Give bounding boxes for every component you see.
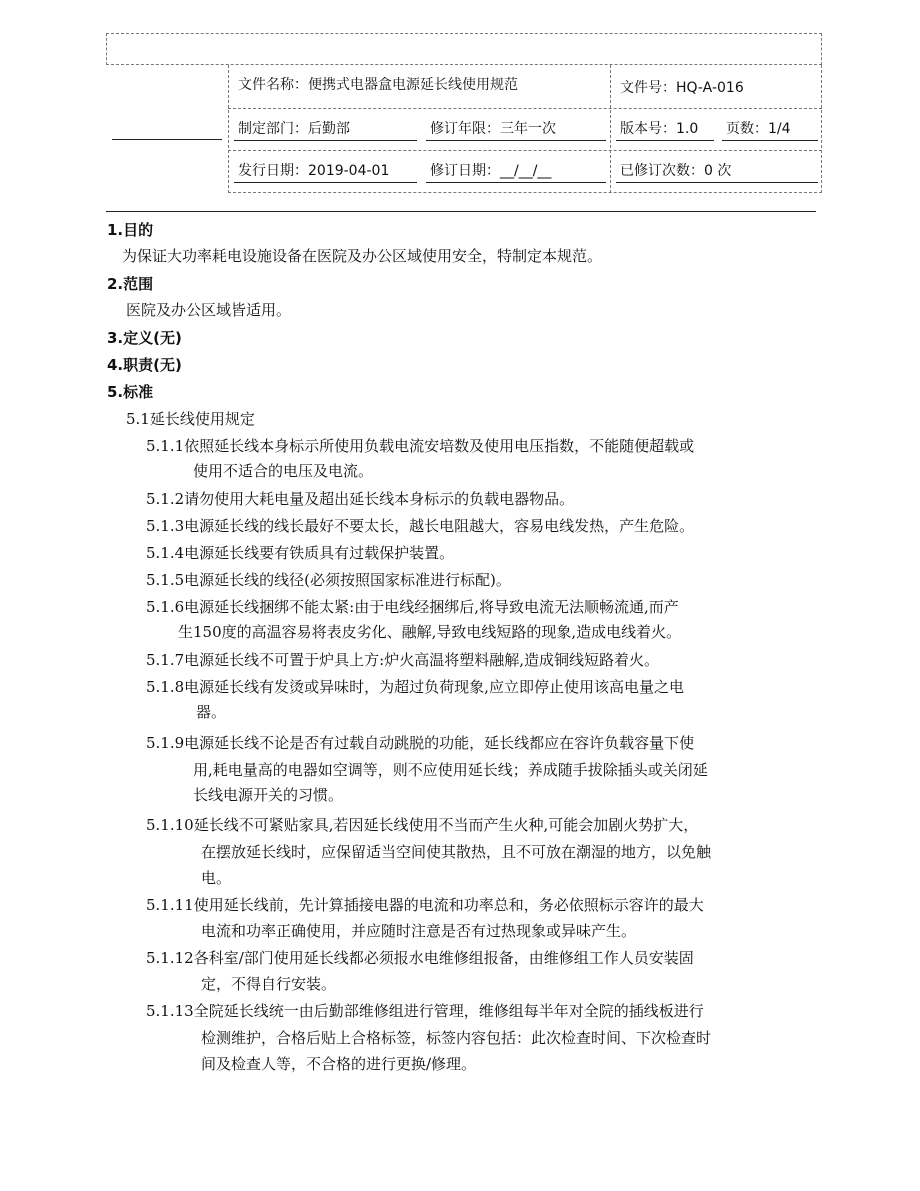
header-divider — [106, 211, 816, 212]
underline — [722, 140, 818, 141]
section-1-title: 1.目的 — [107, 221, 154, 239]
file-number: 文件号：HQ-A-016 — [620, 80, 744, 96]
rule-5-1-10-cont: 电。 — [201, 869, 232, 887]
rule-5-1-1-cont: 使用不适合的电压及电流。 — [193, 462, 374, 480]
issue-date: 发行日期：2019-04-01 — [238, 163, 390, 179]
rule-5-1-9-cont: 用,耗电量高的电器如空调等，则不应使用延长线；养成随手拔除插头或关闭延 — [193, 761, 708, 779]
section-2-body: 医院及办公区域皆适用。 — [126, 301, 292, 319]
page-count: 页数：1/4 — [726, 121, 791, 137]
revised-count: 已修订次数：0 次 — [620, 163, 732, 179]
logo-placeholder-line — [112, 139, 222, 140]
rule-5-1-6: 5.1.6电源延长线捆绑不能太紧:由于电线经捆绑后,将导致电流无法顺畅流通,而产 — [146, 598, 679, 616]
section-1-body: 为保证大功率耗电设施设备在医院及办公区域使用安全，特制定本规范。 — [122, 247, 603, 265]
rule-5-1-13-cont: 检测维护，合格后贴上合格标签，标签内容包括：此次检查时间、下次检查时 — [201, 1029, 712, 1047]
file-name: 文件名称：便携式电器盒电源延长线使用规范 — [238, 77, 518, 93]
rule-5-1-13-cont: 间及检查人等，不合格的进行更换/修理。 — [201, 1055, 477, 1073]
version-number: 版本号：1.0 — [620, 121, 699, 137]
section-5-title: 5.标准 — [107, 383, 154, 401]
underline — [616, 182, 818, 183]
table-divider — [610, 65, 611, 193]
underline — [234, 182, 417, 183]
rule-5-1-1: 5.1.1依照延长线本身标示所使用负载电流安培数及使用电压指数，不能随便超载或 — [146, 437, 695, 455]
section-4-title: 4.职责(无) — [107, 356, 182, 374]
section-3-title: 3.定义(无) — [107, 329, 182, 347]
rule-5-1-11-cont: 电流和功率正确使用，并应随时注意是否有过热现象或异味产生。 — [201, 922, 637, 940]
rule-5-1-4: 5.1.4电源延长线要有铁质具有过载保护装置。 — [146, 544, 455, 562]
header-top-box — [106, 33, 822, 65]
department: 制定部门：后勤部 — [238, 121, 350, 137]
rule-5-1-12-cont: 定，不得自行安装。 — [201, 975, 337, 993]
rule-5-1-12: 5.1.12各科室/部门使用延长线都必须报水电维修组报备，由维修组工作人员安装固 — [146, 949, 694, 967]
rule-5-1-8-cont: 器。 — [196, 703, 227, 721]
rule-5-1-5: 5.1.5电源延长线的线径(必须按照国家标准进行标配)。 — [146, 571, 511, 589]
underline — [426, 140, 606, 141]
rule-5-1-8: 5.1.8电源延长线有发烫或异味时，为超过负荷现象,应立即停止使用该高电量之电 — [146, 678, 684, 696]
rule-5-1-7: 5.1.7电源延长线不可置于炉具上方:炉火高温将塑料融解,造成铜线短路着火。 — [146, 651, 659, 669]
section-2-title: 2.范围 — [107, 275, 154, 293]
revision-date: 修订日期：__/__/__ — [430, 163, 552, 179]
table-divider — [228, 108, 822, 109]
underline — [234, 140, 417, 141]
underline — [426, 182, 606, 183]
rule-5-1-3: 5.1.3电源延长线的线长最好不要太长，越长电阻越大，容易电线发热，产生危险。 — [146, 517, 695, 535]
rule-5-1-6-cont: 生150度的高温容易将表皮劣化、融解,导致电线短路的现象,造成电线着火。 — [178, 623, 682, 641]
rule-5-1-9: 5.1.9电源延长线不论是否有过载自动跳脱的功能，延长线都应在容许负载容量下使 — [146, 734, 695, 752]
rule-5-1-10: 5.1.10延长线不可紧贴家具,若因延长线使用不当而产生火种,可能会加剧火势扩大， — [146, 816, 699, 834]
rule-5-1-9-cont: 长线电源开关的习惯。 — [193, 786, 344, 804]
table-divider — [228, 150, 822, 151]
rule-5-1-10-cont: 在摆放延长线时，应保留适当空间使其散热，且不可放在潮湿的地方，以免触 — [201, 843, 712, 861]
rule-5-1-13: 5.1.13全院延长线统一由后勤部维修组进行管理，维修组每半年对全院的插线板进行 — [146, 1002, 704, 1020]
rule-5-1-11: 5.1.11使用延长线前，先计算插接电器的电流和功率总和，务必依照标示容许的最大 — [146, 896, 704, 914]
rule-5-1-2: 5.1.2请勿使用大耗电量及超出延长线本身标示的负载电器物品。 — [146, 490, 575, 508]
section-5-1-title: 5.1延长线使用规定 — [126, 410, 255, 428]
underline — [616, 140, 714, 141]
revision-period: 修订年限：三年一次 — [430, 121, 556, 137]
